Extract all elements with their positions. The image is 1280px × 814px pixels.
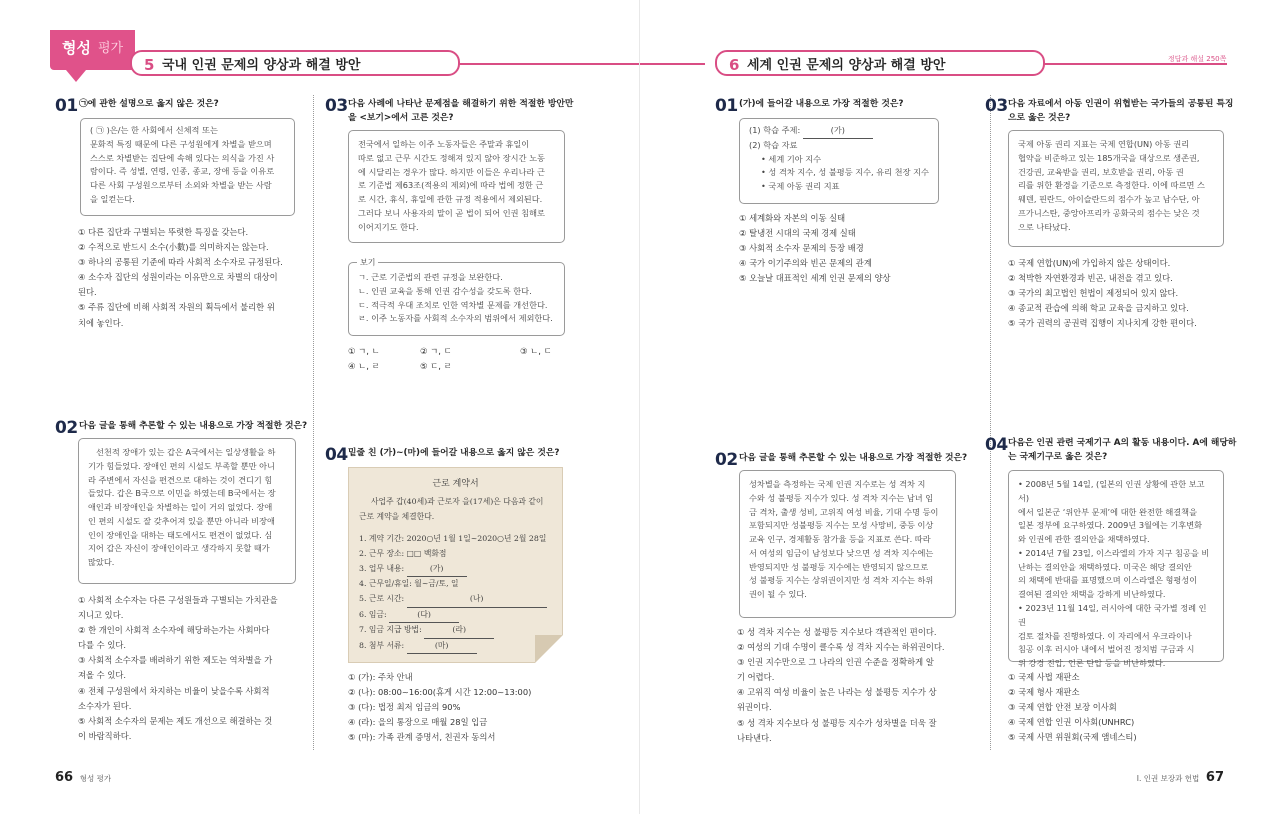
passage-line: 프가니스탄, 중앙아프리카 공화국의 점수는 낮은 것 — [1018, 207, 1200, 218]
activity-line: 일본 정부에 요구하였다. 2009년 3월에는 기후변화 — [1018, 520, 1203, 531]
answer-options — [78, 225, 303, 331]
passage-line: 라 주변에서 자신을 편견으로 대하는 것이 견디기 힘 — [88, 474, 273, 485]
passage-line: 웨덴, 핀란드, 아이슬란드의 점수가 높고 남수단, 아 — [1018, 194, 1200, 205]
bogi-item: ㄴ. 인권 교육을 통해 인권 감수성을 갖도록 한다. — [358, 285, 532, 296]
option[interactable]: 된다. — [78, 287, 97, 298]
footer-label: 형성 평가 — [79, 774, 112, 783]
passage-line: 권이 될 수 있다. — [749, 589, 807, 600]
question-text — [348, 97, 578, 125]
question-text: (가)에 들어갈 내용으로 가장 적절한 것은? — [739, 99, 904, 109]
passage-line: 지어 갑은 자신이 장애인이라고 생각하지 못할 때가 — [88, 543, 270, 554]
option[interactable]: 지니고 있다. — [78, 610, 124, 621]
option[interactable]: ③ 사회적 소수자를 배려하기 위한 제도는 역차별을 가 — [78, 655, 273, 666]
question-line: 는 국제기구로 옳은 것은? — [1008, 452, 1108, 463]
passage-line: ( ㉠ )은/는 한 사회에서 신체적 또는 — [90, 125, 218, 135]
activity-line: • 2014년 7월 23일, 이스라엘의 가자 지구 침공을 비 — [1018, 547, 1210, 558]
activity-line: 검토 절차를 진행하였다. 이 자리에서 우크라이나 — [1018, 630, 1192, 641]
study-line: • 국제 아동 권리 지표 — [761, 181, 840, 192]
blank-ma: (마) — [407, 639, 477, 655]
column-divider — [313, 95, 314, 750]
bogi-item: ㄹ. 이주 노동자를 사회적 소수자의 범위에서 제외한다. — [358, 313, 553, 324]
option[interactable]: ⑤ 국제 사면 위원회(국제 앰네스티) — [1008, 732, 1137, 743]
passage-line: 인이 장애인을 대하는 태도에서도 편견이 없었다. 심 — [88, 529, 273, 540]
passage-line: 협약을 비준하고 있는 185개국을 대상으로 생존권, — [1018, 152, 1200, 163]
page-gutter — [639, 0, 640, 814]
passage-line: 건강권, 교육받을 권리, 보호받을 권리, 아동 권 — [1018, 166, 1184, 177]
column-divider — [990, 95, 991, 750]
page-number: 67 — [1205, 770, 1224, 785]
badge-tail — [66, 70, 86, 82]
option[interactable]: ④ 국제 연합 인권 이사회(UNHRC) — [1008, 717, 1135, 728]
option[interactable]: ③ 인권 지수만으로 그 나라의 인권 수준을 정확하게 알 — [737, 657, 934, 668]
passage-line: 들었다. 갑은 B국으로 이민을 하였는데 B국에서는 장 — [88, 488, 276, 499]
contract-label: 6. 임금: — [359, 609, 387, 619]
passage-line: 문화적 특징 때문에 다른 구성원에게 차별을 받으며 — [90, 138, 272, 149]
option[interactable]: ② 탈냉전 시대의 국제 경제 실태 — [739, 228, 856, 239]
passage-line: 인 편의 시설도 잘 갖추어져 있을 뿐만 아니라 비장애 — [88, 515, 275, 526]
passage-line: 으로 나타났다. — [1018, 221, 1071, 232]
option[interactable]: ④ 종교적 관습에 의해 학교 교육을 금지하고 있다. — [1008, 303, 1189, 314]
option[interactable]: ① 세계화와 자본의 이동 실태 — [739, 213, 846, 223]
passage-line: 성차별을 측정하는 국제 인권 지수로는 성 격차 지 — [749, 479, 926, 489]
option[interactable]: ① 사회적 소수자는 다른 구성원들과 구별되는 가치관을 — [78, 595, 278, 605]
option[interactable]: 소수자가 된다. — [78, 700, 132, 711]
passage-line: 이어지기도 한다. — [358, 221, 419, 232]
answer-options — [739, 211, 969, 286]
study-material-box — [739, 118, 939, 204]
option[interactable]: ④ 국가 이기주의와 빈곤 문제의 관계 — [739, 258, 872, 269]
option[interactable]: ⑤ 오늘날 대표적인 세계 인권 문제의 양상 — [739, 273, 891, 284]
activity-line: 의 채택에 반대를 표명했으며 이스라엘은 형평성이 — [1018, 575, 1198, 586]
passage-line: 로 기준법 제63조(적용의 제외)에 따라 법에 정한 근 — [358, 180, 544, 191]
section-badge — [50, 30, 135, 70]
question-text — [1008, 436, 1238, 464]
page-fold-corner — [535, 635, 563, 663]
page-number: 66 — [55, 770, 74, 785]
question-number: 01 — [55, 96, 78, 116]
contract-document — [348, 467, 563, 663]
passage-line: 스스로 차별받는 집단에 속해 있다는 의식을 가진 사 — [90, 152, 275, 163]
contract-item: 2. 근무 장소: □□ 백화점 — [359, 548, 447, 558]
question-number: 03 — [985, 96, 1008, 116]
question-line: 을 <보기>에서 고른 것은? — [348, 113, 454, 124]
question-text: 다음 글을 통해 추론할 수 있는 내용으로 가장 적절한 것은? — [79, 421, 308, 431]
passage-line: 로 시간, 휴식, 휴일에 관한 규정 적용에서 제외된다. — [358, 194, 543, 205]
section-number: 6 — [729, 56, 740, 74]
passage-box — [739, 470, 956, 618]
bogi-item: ㄱ. 근로 기준법의 관련 규정을 보완한다. — [358, 272, 503, 282]
passage-line: 따로 없고 근무 시간도 정해져 있지 않아 장시간 노동 — [358, 152, 545, 163]
blank-na: (나) — [407, 592, 547, 608]
passage-line: 성 불평등 지수는 상위권이지만 성 격차 지수는 하위 — [749, 575, 934, 586]
blank-ga: (가) — [407, 562, 467, 578]
option[interactable]: ① (가): 주차 안내 — [348, 672, 413, 682]
passage-line: 애인과 비장애인을 차별하는 일이 거의 없었다. 장애 — [88, 502, 273, 513]
choice[interactable]: ④ ㄴ, ㄹ — [348, 361, 380, 371]
passage-line: 반영되지만 성 불평등 지수에는 반영되지 않으므로 — [749, 561, 929, 572]
option[interactable]: ⑤ 국가 권력의 공권력 집행이 지나치게 강한 편이다. — [1008, 318, 1197, 329]
passage-box — [78, 438, 296, 584]
option[interactable]: ② 한 개인이 사회적 소수자에 해당하는가는 사회마다 — [78, 625, 270, 636]
passage-line: 포함되지만 성불평등 지수는 모성 사망비, 중등 이상 — [749, 520, 934, 531]
section-number: 5 — [144, 56, 155, 74]
option[interactable]: 기 어렵다. — [737, 672, 775, 683]
choice[interactable]: ③ ㄴ, ㄷ — [520, 346, 552, 356]
activity-line: 위 강경 진압, 언론 탄압 등을 비난하였다. — [1018, 658, 1166, 669]
option[interactable]: ③ 국가의 최고법인 헌법이 제정되어 있지 않다. — [1008, 288, 1179, 299]
activity-line: 침공 이후 러시아 내에서 벌어진 정치범 구금과 시 — [1018, 644, 1195, 655]
option[interactable]: ⑤ 주류 집단에 비해 사회적 자원의 획득에서 불리한 위 — [78, 302, 275, 313]
option[interactable]: 이 바람직하다. — [78, 730, 132, 741]
activity-line: • 2008년 5월 14일, (일본의 인권 상황에 관한 보고서) — [1018, 479, 1205, 503]
question-number: 02 — [55, 418, 78, 438]
study-line: (2) 학습 자료 — [749, 139, 798, 150]
option[interactable]: ③ 사회적 소수자 문제의 등장 배경 — [739, 243, 864, 254]
passage-line: 을 일컫는다. — [90, 193, 135, 204]
passage-line: 서 여성의 임금이 남성보다 낮으면 성 격차 지수에는 — [749, 547, 934, 558]
option[interactable]: ③ 국제 연합 안전 보장 이사회 — [1008, 702, 1117, 713]
passage-line: 수와 성 불평등 지수가 있다. 성 격차 지수는 남녀 임 — [749, 492, 934, 503]
option[interactable]: ② 여성의 기대 수명이 클수록 성 격차 지수는 하위권이다. — [737, 642, 945, 653]
question-text: ㉠에 관한 설명으로 옳지 않은 것은? — [79, 99, 219, 109]
option[interactable]: ① 국제 연합(UN)에 가입하지 않은 상태이다. — [1008, 258, 1171, 268]
activity-box — [1008, 470, 1224, 669]
option[interactable]: 져올 수 있다. — [78, 670, 126, 681]
question-line: 다음 자료에서 아동 인권이 위협받는 국가들의 공통된 특징 — [1008, 99, 1234, 109]
passage-line: 금 격차, 출생 성비, 고위직 여성 비율, 기대 수명 등이 — [749, 506, 939, 517]
contract-label: 3. 업무 내용: — [359, 563, 405, 573]
section-5-title-bar — [130, 50, 460, 76]
blank-ra: (라) — [424, 623, 494, 639]
question-line: 으로 옳은 것은? — [1008, 113, 1071, 124]
activity-line: 결여된 결의안 채택을 강하게 비난하였다. — [1018, 589, 1166, 600]
passage-line: 다른 사회 구성원으로부터 소외와 차별을 받는 사람 — [90, 180, 272, 191]
option[interactable]: ① 성 격차 지수는 성 불평등 지수보다 객관적인 편이다. — [737, 627, 937, 637]
passage-line: 에 시달리는 경우가 많다. 하지만 이들은 우리나라 근 — [358, 166, 545, 177]
option[interactable]: ③ 하나의 공통된 기준에 따라 사회적 소수자로 규정된다. — [78, 257, 283, 268]
passage-box — [1008, 130, 1224, 247]
question-line: 다음은 인권 관련 국제기구 A의 활동 내용이다. A에 해당하 — [1008, 438, 1237, 448]
passage-line: 교육 인구, 경제활동 참가율 등을 지표로 쓴다. 따라 — [749, 534, 931, 545]
contract-item — [359, 623, 552, 639]
answer-reference: 정답과 해설 250쪽 — [1168, 55, 1227, 63]
footer-label: I. 인권 보장과 헌법 — [1136, 774, 1200, 783]
contract-item — [359, 639, 552, 655]
option[interactable]: ⑤ (마): 가족 관계 증명서, 친권자 동의서 — [348, 732, 496, 743]
contract-intro: 근로 계약을 체결한다. — [359, 511, 435, 521]
study-line: • 세계 기아 지수 — [761, 153, 822, 164]
option[interactable]: ② 척박한 자연환경과 빈곤, 내전을 겪고 있다. — [1008, 273, 1173, 284]
question-text: 밑줄 친 (가)~(마)에 들어갈 내용으로 옳지 않은 것은? — [348, 448, 560, 458]
passage-box — [348, 130, 565, 243]
option[interactable]: 나타낸다. — [737, 732, 772, 743]
topic-label: (1) 학습 주제: — [749, 125, 801, 135]
question-line: 다음 사례에 나타난 문제점을 해결하기 위한 적절한 방안만 — [348, 99, 574, 109]
passage-line: 리를 위한 환경을 기준으로 측정한다. 이에 따르면 스 — [1018, 180, 1205, 191]
passage-line: 그러다 보니 사용자의 말이 곧 법이 되어 인권 침해로 — [358, 207, 545, 218]
option[interactable]: 다를 수 있다. — [78, 640, 126, 651]
passage-box — [80, 118, 295, 216]
option[interactable]: ⑤ 사회적 소수자의 문제는 제도 개선으로 해결하는 것 — [78, 715, 273, 726]
blank-da: (다) — [389, 608, 459, 624]
contract-item: 4. 근무일/휴일: 월~금/토, 일 — [359, 579, 459, 589]
choice[interactable]: ① ㄱ, ㄴ — [348, 346, 380, 356]
choice[interactable]: ⑤ ㄷ, ㄹ — [420, 361, 452, 371]
option[interactable]: ② 수적으로 반드시 소수(小數)를 의미하지는 않는다. — [78, 242, 269, 253]
passage-line: 많았다. — [88, 557, 115, 568]
option[interactable]: ③ (다): 법정 최저 임금의 90% — [348, 702, 461, 713]
question-text: 다음 글을 통해 추론할 수 있는 내용으로 가장 적절한 것은? — [739, 453, 968, 463]
bogi-label: 보기 — [357, 256, 378, 269]
answer-options — [1008, 256, 1238, 331]
passage-line: 선천적 장애가 있는 갑은 A국에서는 일상생활을 하 — [96, 447, 276, 457]
answer-options — [348, 670, 578, 745]
contract-label: 7. 임금 지급 방법: — [359, 625, 422, 635]
option[interactable]: ② 국제 형사 재판소 — [1008, 687, 1080, 698]
contract-label: 5. 근로 시간: — [359, 593, 405, 603]
option[interactable]: ① 국제 사법 재판소 — [1008, 672, 1080, 682]
contract-item — [359, 592, 552, 608]
option[interactable]: ⑤ 성 격차 지수보다 성 불평등 지수가 성차별을 더욱 잘 — [737, 717, 937, 728]
contract-item: 1. 계약 기간: 2020○년 1월 1일~2020○년 2월 28일 — [359, 534, 547, 544]
option[interactable]: 위권이다. — [737, 702, 772, 713]
question-number: 04 — [985, 435, 1008, 455]
question-number: 02 — [715, 450, 738, 470]
contract-item — [359, 562, 552, 578]
bogi-box — [348, 258, 565, 336]
activity-line: 에서 일본군 ‘위안부 문제’에 대한 완전한 해결책을 — [1018, 506, 1198, 517]
blank-ga: (가) — [803, 124, 873, 139]
contract-title: 근로 계약서 — [432, 479, 479, 489]
activity-line: 와 인권에 관한 결의안을 채택하였다. — [1018, 534, 1150, 545]
choice[interactable]: ② ㄱ, ㄷ — [420, 346, 452, 356]
page-footer-left — [55, 768, 111, 788]
question-number: 03 — [325, 96, 348, 116]
passage-line: 국제 아동 권리 지표는 국제 연합(UN) 아동 권리 — [1018, 139, 1190, 149]
answer-options — [1008, 670, 1238, 745]
contract-item — [359, 608, 552, 624]
section-title: 국내 인권 문제의 양상과 해결 방안 — [162, 58, 361, 73]
page-footer-right — [1137, 768, 1224, 788]
bogi-item: ㄷ. 적극적 우대 조치로 인한 역차별 문제를 개선한다. — [358, 299, 548, 310]
option[interactable]: ④ 고위직 여성 비율이 높은 나라는 성 불평등 지수가 상 — [737, 687, 937, 698]
answer-options — [737, 625, 977, 746]
section-title: 세계 인권 문제의 양상과 해결 방안 — [747, 58, 946, 73]
activity-line: 난하는 결의안을 채택하였다. 미국은 해당 결의안 — [1018, 561, 1192, 572]
passage-line: 기가 힘들었다. 장애인 편의 시설도 부족할 뿐만 아니 — [88, 460, 275, 471]
option[interactable]: ④ 소수자 집단의 성원이라는 이유만으로 차별의 대상이 — [78, 272, 278, 283]
option[interactable]: 치에 놓인다. — [78, 317, 124, 328]
activity-line: • 2023년 11월 14일, 러시아에 대한 국가별 정례 인권 — [1018, 603, 1207, 627]
contract-intro: 사업주 갑(40세)과 근로자 을(17세)은 다음과 같이 — [371, 496, 544, 506]
passage-line: 람이다. 즉 성별, 연령, 인종, 종교, 장애 등을 이유로 — [90, 166, 275, 177]
badge-bold: 형성 — [62, 39, 91, 57]
option[interactable]: ④ 전체 구성원에서 차지하는 비율이 낮을수록 사회적 — [78, 685, 270, 696]
contract-label: 8. 첨부 서류: — [359, 640, 405, 650]
study-line: • 성 격차 지수, 성 불평등 지수, 유리 천장 지수 — [761, 167, 929, 178]
answer-options — [78, 593, 303, 744]
study-topic — [749, 124, 929, 139]
badge-rest: 평가 — [98, 41, 124, 56]
option[interactable]: ④ (라): 을의 통장으로 매월 28일 입금 — [348, 717, 488, 728]
question-number: 01 — [715, 96, 738, 116]
option[interactable]: ① 다른 집단과 구별되는 뚜렷한 특징을 갖는다. — [78, 227, 249, 237]
question-text — [1008, 97, 1238, 125]
question-number: 04 — [325, 445, 348, 465]
passage-line: 전국에서 일하는 이주 노동자들은 주말과 휴일이 — [358, 139, 530, 149]
section-6-title-bar — [715, 50, 1045, 76]
option[interactable]: ② (나): 08:00~16:00(휴게 시간 12:00~13:00) — [348, 687, 532, 698]
